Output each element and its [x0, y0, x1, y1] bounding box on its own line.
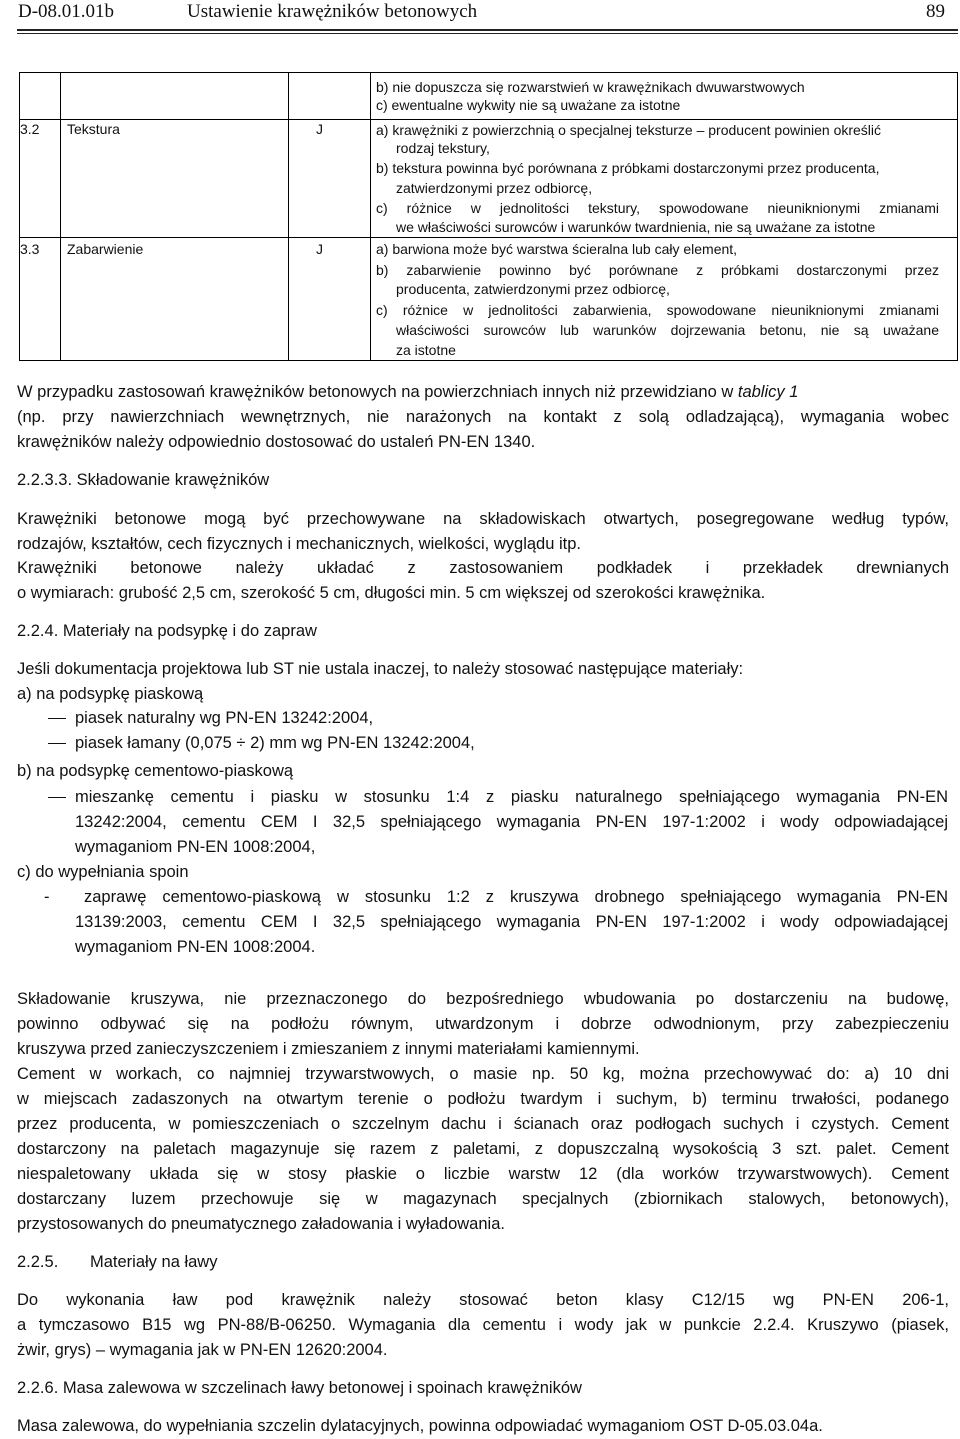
paragraph-line: Masa zalewowa, do wypełniania szczelin dylatacyjnych, powinna odpowiadać wymaganiom OST D-05.03.04a.	[17, 1417, 823, 1435]
paragraph-line: a tymczasowo B15 wg PN-88/B-06250. Wymagania dla cementu i wody jak w punkcie 2.2.4. Kruszywo (piasek,	[17, 1316, 949, 1334]
paragraph-line: w miejscach zadaszonych na otwartym terenie o podłożu twardym i suchym, b) terminu trwałości, podanego	[17, 1090, 949, 1108]
dash-bullet	[48, 718, 66, 719]
table-row3-c-line2: właściwości surowców lub warunków dojrzewania betonu, nie są uważane	[396, 322, 939, 338]
paragraph-line: dostarczony na paletach magazynuje się razem z paletami, z dopuszczalną wysokością 3 szt. palet. Cement	[17, 1140, 949, 1158]
paragraph-line: powinno odbywać się na podłożu równym, utwardzonym i dobrze odwodnionym, przy zabezpieczeniu	[17, 1015, 949, 1033]
table-row-divider	[20, 119, 957, 120]
dash-bullet: -	[44, 888, 50, 906]
table-row1-c: c) ewentualne wykwity nie są uważane za istotne	[376, 97, 681, 113]
paragraph-line: Jeśli dokumentacja projektowa lub ST nie ustala inaczej, to należy stosować następujące materiały:	[17, 660, 744, 678]
section-heading-2233: 2.2.3.3. Składowanie krawężników	[17, 471, 270, 489]
table-row2-name: Tekstura	[67, 121, 120, 137]
table-row2-c-line2: we właściwości surowców i warunków twardnienia, nie są uważane za istotne	[396, 219, 876, 235]
table-row3-c-line3: za istotne	[396, 342, 456, 358]
paragraph-line: rodzajów, kształtów, cech fizycznych i mechanicznych, wielkości, wyglądu itp.	[17, 535, 581, 553]
table-reference: tablicy 1	[737, 383, 799, 401]
table-row1-b: b) nie dopuszcza się rozwarstwień w krawężnikach dwuwarstwowych	[376, 79, 805, 95]
list-subitem: piasek naturalny wg PN-EN 13242:2004,	[75, 709, 374, 727]
table-col-divider	[60, 73, 61, 360]
dash-bullet	[48, 743, 66, 744]
running-header	[0, 0, 960, 36]
list-subitem: wymaganiom PN-EN 1008:2004.	[75, 938, 316, 956]
section-heading-226: 2.2.6. Masa zalewowa w szczelinach ławy betonowej i spoinach krawężników	[17, 1379, 582, 1397]
table-row3-unit: J	[316, 241, 323, 257]
table-row2-b-line2: zatwierdzonymi przez odbiorcę,	[396, 180, 593, 196]
table-row2-a-line2: rodzaj tekstury,	[396, 140, 490, 156]
list-subitem: zaprawę cementowo-piaskową w stosunku 1:2 z kruszywa drobnego spełniającego wymagania PN-EN	[84, 888, 948, 906]
table-row2-b-line1: b) tekstura powinna być porównana z próbkami dostarczonymi przez producenta,	[376, 160, 880, 176]
paragraph-line: dostarczany luzem przechowuje się w magazynach specjalnych (zbiornikach stalowych, betonowych),	[17, 1190, 949, 1208]
table-col-divider	[370, 73, 371, 360]
paragraph-line: o wymiarach: grubość 2,5 cm, szerokość 5 cm, długości min. 5 cm większej od szerokości krawężnika.	[17, 584, 766, 602]
list-subitem: piasek łamany (0,075 ÷ 2) mm wg PN-EN 13242:2004,	[75, 734, 475, 752]
table-col-divider	[288, 73, 289, 360]
paragraph-line: Cement w workach, co najmniej trzywarstwowych, o masie np. 50 kg, można przechowywać do: a) 10 dni	[17, 1065, 949, 1083]
section-heading-225: Materiały na ławy	[90, 1253, 218, 1271]
table-row-divider	[20, 237, 957, 238]
paragraph-line: krawężników należy odpowiednio dostosować do ustaleń PN-EN 1340.	[17, 433, 536, 451]
list-item-c: c) do wypełniania spoin	[17, 863, 189, 881]
list-subitem: 13242:2004, cementu CEM I 32,5 spełniającego wymagania PN-EN 197-1:2002 i wody odpowiadającej	[75, 813, 948, 831]
table-row2-c-line1: c) różnice w jednolitości tekstury, spowodowane nieuniknionymi zmianami	[376, 200, 939, 216]
list-subitem: wymaganiom PN-EN 1008:2004,	[75, 838, 316, 856]
document-title: Ustawienie krawężników betonowych	[187, 1, 478, 22]
table-row3-name: Zabarwienie	[67, 241, 144, 257]
list-item-b: b) na podsypkę cementowo-piaskową	[17, 762, 294, 780]
section-heading-224: 2.2.4. Materiały na podsypkę i do zapraw	[17, 622, 317, 640]
paragraph-line: Krawężniki betonowe należy układać z zastosowaniem podkładek i przekładek drewnianych	[17, 559, 949, 577]
paragraph-line: kruszywa przed zanieczyszczeniem i zmieszaniem z innymi materiałami kamiennymi.	[17, 1040, 640, 1058]
list-subitem: mieszankę cementu i piasku w stosunku 1:4 z piasku naturalnego spełniającego wymagania PN-EN	[75, 788, 948, 806]
paragraph-line: żwir, grys) – wymagania jak w PN-EN 12620:2004.	[17, 1341, 388, 1359]
table-row3-c-line1: c) różnice w jednolitości zabarwienia, spowodowane nieuniknionymi zmianami	[376, 302, 939, 318]
paragraph-text: W przypadku zastosowań krawężników betonowych na powierzchniach innych niż przewidziano w	[17, 383, 738, 401]
paragraph-line: Składowanie kruszywa, nie przeznaczonego do bezpośredniego wbudowania po dostarczeniu na budowę,	[17, 990, 949, 1008]
paragraph-line: przystosowanych do pneumatycznego załadowania i wyładowania.	[17, 1215, 505, 1233]
paragraph-line: niespaletowany układa się w stosy płaskie o liczbie warstw 12 (dla worków trzywarstwowych). Cement	[17, 1165, 949, 1183]
list-item-a: a) na podsypkę piaskową	[17, 685, 204, 703]
paragraph-line: (np. przy nawierzchniach wewnętrznych, nie narażonych na kontakt z solą odladzającą), wymagania wobec	[17, 408, 949, 426]
table-row3-b-line2: producenta, zatwierdzonymi przez odbiorcę,	[396, 281, 670, 297]
table-row2-number: 3.2	[20, 121, 40, 137]
dash-bullet	[48, 797, 66, 798]
paragraph-line	[17, 380, 949, 405]
table-row3-number: 3.3	[20, 241, 40, 257]
list-subitem: 13139:2003, cementu CEM I 32,5 spełniającego wymagania PN-EN 197-1:2002 i wody odpowiadającej	[75, 913, 948, 931]
document-code: D-08.01.01b	[18, 1, 115, 22]
header-rule	[17, 29, 958, 31]
table-row2-unit: J	[316, 121, 323, 137]
requirements-table	[19, 72, 958, 361]
paragraph-line: Do wykonania ław pod krawężnik należy stosować beton klasy C12/15 wg PN-EN 206-1,	[17, 1291, 949, 1309]
table-row2-a-line1: a) krawężniki z powierzchnią o specjalnej teksturze – producent powinien określić	[376, 122, 882, 138]
table-row3-a-line1: a) barwiona może być warstwa ścieralna lub cały element,	[376, 241, 738, 257]
table-row3-b-line1: b) zabarwienie powinno być porównane z próbkami dostarczonymi przez	[376, 262, 939, 278]
paragraph-line: przez producenta, w pomieszczeniach o szczelnym dachu i ścianach oraz podłogach suchych i czystych. Cement	[17, 1115, 949, 1133]
paragraph-line: Krawężniki betonowe mogą być przechowywane na składowiskach otwartych, posegregowane według typów,	[17, 510, 949, 528]
page-number: 89	[926, 1, 945, 22]
section-number-225: 2.2.5.	[17, 1253, 59, 1271]
header-rule-thin	[17, 33, 958, 34]
